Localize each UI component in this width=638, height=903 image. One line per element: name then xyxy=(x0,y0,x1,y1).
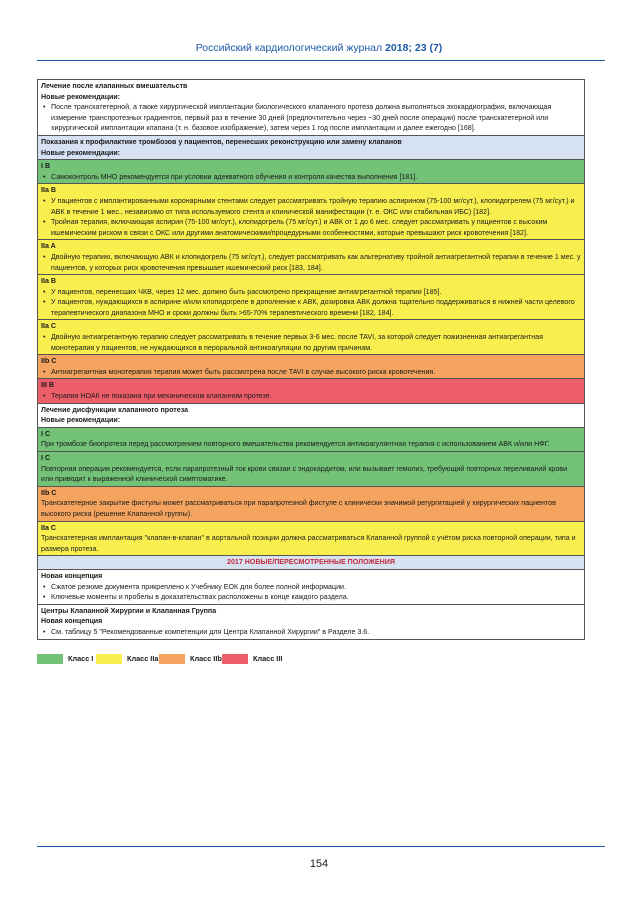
bullet-item: • После транскатетерной, а также хирургической имплантации биологического клапанного протеза должна выполняться эхокардиография, включающая измерение транспротезных градиентов, первый раз в течение 30 дней (предпочтительно через ~30 дней после операции) после транскатетерной или хирургической имплантации клапана (т. н. базовое изображение), затем через 1 год после имплантации и далее ежегодно [168]. xyxy=(41,102,581,134)
row-heading: IIa A xyxy=(41,242,56,251)
table-row xyxy=(38,320,584,355)
table-row xyxy=(38,275,584,320)
bullet-item: • У пациентов с имплантированными коронарными стентами следует рассматривать тройную терапию аспирином (75-100 мг/сут.), клопидогрелем (75 мг/сут.) и АВК в течение 1 мес., независимо от типа используемого стента и клинической манифестации (т. е. ОКС или стабильная ИБС) [182]. xyxy=(41,196,581,217)
table-row xyxy=(38,428,584,452)
bullet-item: • Антиагрегантная монотерапия терапия может быть рассмотрена после TAVI в случае высокого риска кровотечения. xyxy=(41,367,581,378)
bullet-item: • Ключевые моменты и пробелы в доказательствах расположены в конце каждого раздела. xyxy=(41,592,581,603)
legend-label: Класс IIa xyxy=(127,654,159,663)
row-subheading: Новые рекомендации: xyxy=(41,416,121,425)
bullet-item: • Двойную антиагрегантную терапию следует рассматривать в течение первых 3-6 мес. после TAVI, за которой следует пожизненная антиагрегантная монотерапия у пациентов, не нуждающихся в пероральной антикоагуляции по другим причинам. xyxy=(41,332,581,353)
table-row xyxy=(38,452,584,487)
table-row xyxy=(38,522,584,557)
bullet-item: • Двойную терапию, включающую АВК и клопидогрель (75 мг/сут.), следует рассматривать как альтернативу тройной антиагрегантной терапии в течение 1 мес. у пациентов, у которых риск кровотечения превышает ишемический риск [183, 184]. xyxy=(41,252,581,273)
bullet-item: • См. таблицу 5 "Рекомендованные компетенции для Центра Клапанной Хирургии" в Разделе 3.6. xyxy=(41,627,581,638)
legend-swatch xyxy=(37,654,63,664)
row-heading: IIa C xyxy=(41,523,56,532)
bullet-item: • У пациентов, нуждающихся в аспирине и/или клопидогреле в дополнение к АВК, дозировка АВК должна тщательно поддерживаться в нижней части целевого терапевтического диапазона МНО и сроки должны быть >65-70% терапевтического времени [182, 184]. xyxy=(41,297,581,318)
table-row xyxy=(38,136,584,160)
table-row xyxy=(38,80,584,136)
legend-swatch xyxy=(159,654,185,664)
table-row xyxy=(38,605,584,639)
row-heading: Лечение дисфункции клапанного протеза xyxy=(41,405,189,414)
row-heading: IIb C xyxy=(41,357,57,366)
footer-rule xyxy=(37,846,605,847)
table-row xyxy=(38,556,584,570)
row-subheading: Новые рекомендации: xyxy=(41,148,121,157)
bullet-item: • Терапия НОАК не показана при механическом клапанном протезе. xyxy=(41,391,581,402)
table-row xyxy=(38,160,584,184)
legend-label: Класс IIb xyxy=(190,654,222,663)
row-heading: IIb C xyxy=(41,488,57,497)
table-row xyxy=(38,404,584,428)
row-text: Транскатетерная имплантация "клапан-в-клапан" в аортальной позиции должна рассматриваться Клапанной группой с учётом риска повторной операции, типа и размера протеза. xyxy=(41,534,576,553)
row-heading: IIa C xyxy=(41,322,56,331)
legend-label: Класс I xyxy=(68,654,94,663)
row-heading: 2017 НОВЫЕ/ПЕРЕСМОТРЕННЫЕ ПОЛОЖЕНИЯ xyxy=(227,558,395,567)
bullet-item: • Самоконтроль МНО рекомендуется при условии адекватного обучения и контроля качества выполнения [181]. xyxy=(41,172,581,183)
row-subheading: Новые рекомендации: xyxy=(41,92,121,101)
row-text: Повторная операция рекомендуется, если парапротезный ток крови связан с эндокардитом, или вызывает гемолиз, требующий повторных переливаний крови или приводит к выраженной клинической симптоматике. xyxy=(41,464,568,484)
bullet-item: • Тройная терапия, включающая аспирин (75-100 мг/сут.), клопидогрель (75 мг/сут.) и АВК от 1 до 6 мес. следует рассматривать у пациентов с высоким ишемическим риском в связи с ОКС или другими анатомическими/процедурными особенностями, которые превышают риск кровотечения [182]. xyxy=(41,217,581,238)
row-heading: Центры Клапанной Хирургии и Клапанная Группа xyxy=(41,606,217,615)
table-row xyxy=(38,487,584,522)
row-heading: IIa B xyxy=(41,277,56,286)
row-heading: Новая концепция xyxy=(41,571,103,580)
bullet-item: • Сжатое резюме документа прикреплено к Учебнику ЕОК для более полной информации. xyxy=(41,582,581,593)
journal-issue: 2018; 23 (7) xyxy=(385,42,443,54)
table-row xyxy=(38,570,584,605)
table-row xyxy=(38,240,584,275)
row-subheading: Новая концепция xyxy=(41,617,103,626)
table-row xyxy=(38,184,584,240)
legend-swatch xyxy=(96,654,122,664)
page-number: 154 xyxy=(309,858,329,870)
row-text: При тромбозе биопротеза перед рассмотрением повторного вмешательства рекомендуется антикоагулянтная терапия с использованием АВК и/или НФГ. xyxy=(41,440,550,449)
row-heading: Лечение после клапанных вмешательств xyxy=(41,82,188,90)
header-rule xyxy=(37,60,605,61)
journal-name: Российский кардиологический журнал xyxy=(195,42,383,54)
row-heading: IIa B xyxy=(41,186,56,195)
row-heading: Показания к профилактике тромбозов у пациентов, перенесших реконструкцию или замену клапанов xyxy=(41,137,402,146)
recommendations-table xyxy=(37,79,585,640)
row-heading: III B xyxy=(41,381,55,390)
journal-header xyxy=(0,42,638,54)
table-row xyxy=(38,355,584,379)
table-row xyxy=(38,379,584,403)
row-heading: I C xyxy=(41,429,51,438)
legend-label: Класс III xyxy=(253,654,283,663)
row-text: Транскатетерное закрытие фистулы может рассматриваться при парапротезной фистуле с клинически значимой регургитацией у хирургических пациентов высокого риска (решение Клапанной группы). xyxy=(41,499,556,518)
row-heading: I B xyxy=(41,162,51,171)
bullet-item: • У пациентов, перенесших ЧКВ, через 12 мес. должно быть рассмотрено прекращение антиагрегантной терапии [185]. xyxy=(41,287,581,298)
legend-swatch xyxy=(222,654,248,664)
row-heading: I C xyxy=(41,454,51,462)
